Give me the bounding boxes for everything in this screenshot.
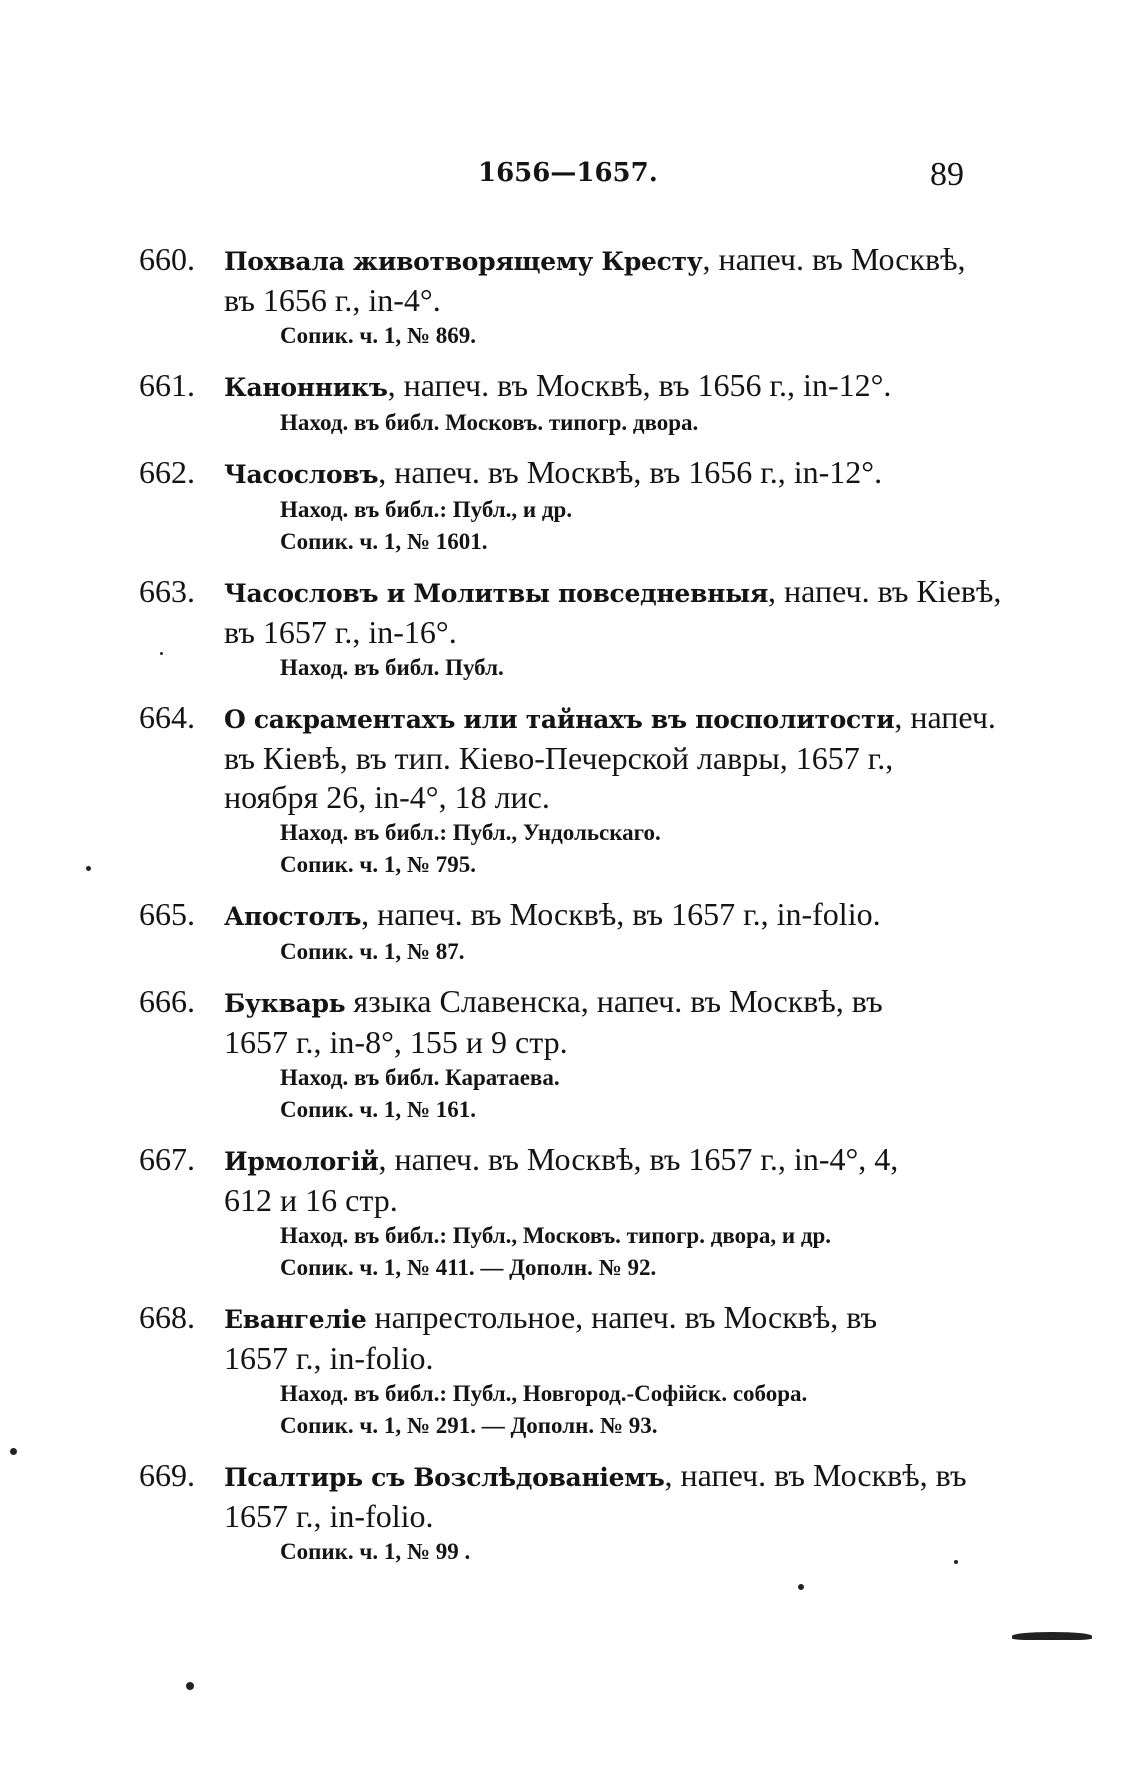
entry-number: 666. [139, 983, 195, 1019]
entry-number: 667. [139, 1141, 195, 1177]
entry-first-line [0, 1298, 984, 1339]
entry-note: Наход. въ библ. Каратаева. [280, 1065, 560, 1090]
entry-number: 662. [139, 454, 195, 490]
entry-imprint: , напеч. въ Кіевѣ, [768, 573, 1002, 609]
bibliography-entry [0, 366, 1140, 439]
scan-speck [954, 1560, 958, 1564]
entry-imprint: , напеч. въ Москвѣ, въ 1656 г., in-12°. [387, 367, 892, 403]
entry-imprint: языка Славенска, напеч. въ Москвѣ, въ [345, 983, 883, 1019]
bibliography-entry [0, 453, 1140, 558]
bibliography-entry [0, 1456, 1140, 1568]
entry-note: Сопик. ч. 1, № 795. [280, 852, 476, 877]
page-number: 89 [930, 156, 964, 193]
entry-number: 664. [139, 699, 195, 735]
entry-title: Похвала животворящему Кресту [224, 247, 703, 276]
entry-note: Наход. въ библ.: Публ., Московъ. типогр. двора, и др. [280, 1223, 832, 1248]
entry-imprint: , напеч. въ Москвѣ, въ 1656 г., in-12°. [378, 454, 883, 490]
scan-speck [10, 1448, 17, 1455]
bibliography-entry [0, 698, 1140, 881]
entry-note: Наход. въ библ.: Публ., Ундольскаго. [280, 820, 661, 845]
entry-note: Наход. въ библ. Московъ. типогр. двора. [280, 410, 699, 435]
entry-note: Сопик. ч. 1, № 1601. [280, 529, 488, 554]
entry-title: Апостолъ [224, 902, 362, 931]
bibliography-entry [0, 1140, 1140, 1284]
entry-imprint: , напеч. въ Москвѣ, [702, 241, 966, 277]
entry-continuation: въ 1656 г., in-4°. [224, 282, 441, 318]
entry-title: Псалтирь съ Возслѣдованіемъ [224, 1463, 665, 1492]
entry-first-line [0, 895, 984, 936]
entry-continuation: въ 1657 г., in-16°. [224, 614, 457, 650]
entry-note: Сопик. ч. 1, № 869. [280, 323, 476, 348]
entry-title: Часословъ [224, 460, 379, 489]
entry-imprint: , напеч. въ Москвѣ, въ 1657 г., in-4°, 4, [378, 1141, 899, 1177]
entry-number: 663. [139, 573, 195, 609]
entry-first-line [0, 453, 984, 494]
entry-note: Наход. въ библ.: Публ., и др. [280, 497, 573, 522]
entry-number: 665. [139, 896, 195, 932]
entry-title: Букварь [224, 989, 346, 1018]
scan-dash-mark [1012, 1632, 1092, 1640]
entry-first-line [0, 698, 996, 739]
header-years: 1656—1657. [478, 158, 658, 188]
entry-first-line [0, 982, 984, 1023]
entry-continuation: 1657 г., in-folio. [224, 1340, 434, 1376]
entry-continuation: 1657 г., in-8°, 155 и 9 стр. [224, 1024, 568, 1060]
entry-imprint: , напеч. въ Москвѣ, въ 1657 г., in-folio. [361, 896, 881, 932]
entry-imprint: , напеч. [894, 699, 996, 735]
entry-first-line [0, 1456, 984, 1497]
bibliography-entry [0, 240, 1140, 352]
entry-first-line [0, 1140, 984, 1181]
entry-title: О сакраментахъ или тайнахъ въ посполитости [224, 705, 895, 734]
entry-first-line [0, 572, 1002, 613]
entry-title: Ирмологій [224, 1147, 379, 1176]
entry-note: Сопик. ч. 1, № 87. [280, 939, 465, 964]
entry-title: Евангеліе [224, 1305, 367, 1334]
scan-speck [160, 652, 163, 655]
entry-number: 661. [139, 367, 195, 403]
scan-speck [86, 866, 91, 871]
bibliography-entry [0, 895, 1140, 968]
bibliography-entries [0, 240, 1140, 1582]
bibliography-entry [0, 1298, 1140, 1442]
entry-continuation: въ Кіевѣ, въ тип. Кіево-Печерской лавры, 1657 г., [224, 740, 894, 776]
entry-note: Сопик. ч. 1, № 291. — Дополн. № 93. [280, 1413, 658, 1438]
entry-number: 668. [139, 1299, 195, 1335]
entry-note: Сопик. ч. 1, № 411. — Дополн. № 92. [280, 1255, 657, 1280]
entry-imprint: напрестольное, напеч. въ Москвѣ, въ [366, 1299, 878, 1335]
entry-continuation: 612 и 16 стр. [224, 1182, 398, 1218]
entry-continuation: ноября 26, in-4°, 18 лис. [224, 779, 550, 815]
entry-first-line [0, 240, 984, 281]
scan-speck [798, 1584, 804, 1590]
entry-number: 660. [139, 241, 195, 277]
entry-title: Канонникъ [224, 373, 388, 402]
entry-note: Сопик. ч. 1, № 99 . [280, 1539, 471, 1564]
bibliography-entry [0, 572, 1140, 684]
entry-note: Наход. въ библ. Публ. [280, 655, 504, 680]
entry-note: Наход. въ библ.: Публ., Новгород.-Софійск. собора. [280, 1381, 808, 1406]
entry-title: Часословъ и Молитвы повседневныя [224, 579, 769, 608]
entry-note: Сопик. ч. 1, № 161. [280, 1097, 476, 1122]
scan-speck [186, 1682, 194, 1690]
entry-first-line [0, 366, 984, 407]
entry-continuation: 1657 г., in-folio. [224, 1498, 434, 1534]
entry-number: 669. [139, 1457, 195, 1493]
running-header [0, 158, 1140, 208]
bibliography-entry [0, 982, 1140, 1126]
entry-imprint: , напеч. въ Москвѣ, въ [664, 1457, 967, 1493]
